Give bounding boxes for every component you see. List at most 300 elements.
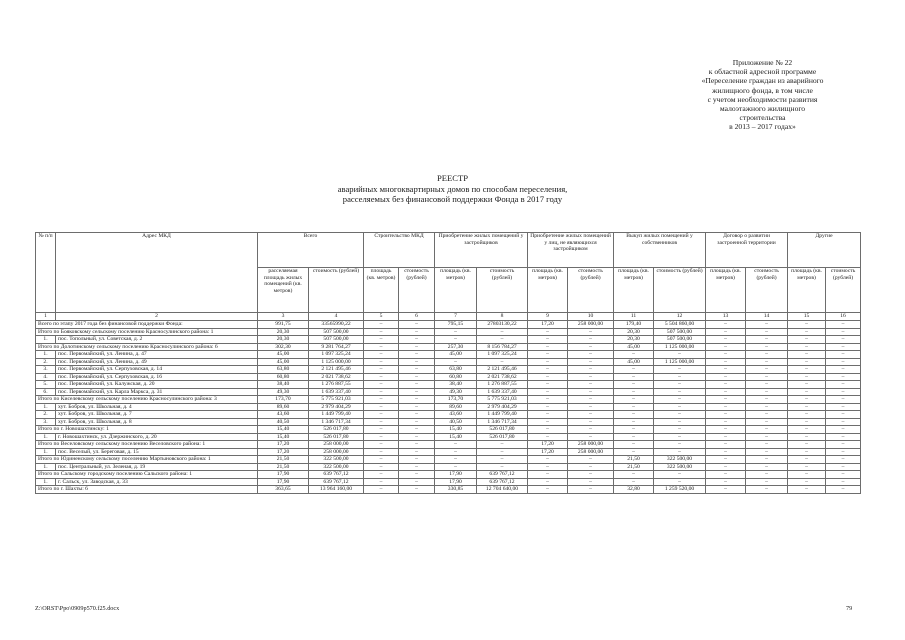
value-cell: –	[399, 486, 435, 494]
address-cell: пос. Первомайский, ул. Серпуховская, д. 16	[56, 373, 258, 381]
value-cell: –	[706, 388, 746, 396]
value-cell: –	[528, 426, 568, 434]
value-cell: –	[746, 426, 788, 434]
value-cell: –	[528, 433, 568, 441]
value-cell: –	[706, 426, 746, 434]
value-cell: 20,30	[258, 328, 309, 336]
value-cell: 1 276 887,55	[477, 381, 528, 389]
value-cell: –	[746, 388, 788, 396]
value-cell: –	[746, 351, 788, 359]
value-cell: 15,40	[258, 433, 309, 441]
value-cell: 49,30	[258, 388, 309, 396]
address-cell: хут. Бобров, ул. Школьная, д. 8	[56, 418, 258, 426]
appendix-line: к областной адресной программе	[708, 67, 817, 77]
value-cell: 45,00	[258, 351, 309, 359]
value-cell: –	[746, 418, 788, 426]
value-cell: 21,50	[258, 463, 309, 471]
registry-title	[200, 173, 705, 205]
value-cell: –	[477, 358, 528, 366]
address-row	[36, 411, 861, 419]
address-row	[36, 366, 861, 374]
value-cell: –	[788, 351, 826, 359]
subtotal-label: Итого по г. Шахты: 6	[36, 486, 258, 494]
value-cell: –	[826, 486, 861, 494]
row-number: 4.	[36, 373, 56, 381]
value-cell: –	[826, 343, 861, 351]
subtotal-label: Итого по Веселовскому сельскому поселению Веселовского района: 1	[36, 441, 258, 449]
col-header-construction: Строительство МКД	[364, 233, 435, 268]
value-cell: –	[568, 343, 614, 351]
value-cell: –	[568, 411, 614, 419]
value-cell: 526 017,80	[477, 426, 528, 434]
value-cell: –	[614, 448, 654, 456]
value-cell: –	[826, 358, 861, 366]
value-cell: –	[364, 396, 399, 404]
value-cell: 17,20	[528, 441, 568, 449]
row-number: 3.	[36, 418, 56, 426]
value-cell: –	[399, 396, 435, 404]
value-cell: 20,30	[614, 336, 654, 344]
value-cell: –	[826, 463, 861, 471]
value-cell: –	[788, 381, 826, 389]
value-cell: 5 775 921,03	[477, 396, 528, 404]
value-cell: 17,20	[258, 441, 309, 449]
value-cell: 1 097 325,24	[477, 351, 528, 359]
value-cell: –	[435, 456, 477, 464]
value-cell: –	[364, 411, 399, 419]
value-cell: 258 000,00	[309, 441, 364, 449]
value-cell: –	[654, 403, 706, 411]
column-number: 12	[654, 313, 706, 321]
row-number: 1.	[36, 336, 56, 344]
value-cell: –	[788, 486, 826, 494]
value-cell: –	[399, 373, 435, 381]
value-cell: 15,40	[435, 433, 477, 441]
col-subheader: стоимость (рублей)	[746, 268, 788, 313]
value-cell: –	[826, 366, 861, 374]
value-cell: 2 121 495,46	[309, 366, 364, 374]
value-cell: –	[528, 486, 568, 494]
value-cell: –	[614, 418, 654, 426]
value-cell: –	[614, 471, 654, 479]
value-cell: –	[399, 463, 435, 471]
column-number: 2	[56, 313, 258, 321]
value-cell: 507 500,00	[654, 336, 706, 344]
value-cell: 12 704 640,00	[477, 486, 528, 494]
value-cell: 63,80	[435, 366, 477, 374]
value-cell: 639 767,12	[309, 478, 364, 486]
address-cell: пос. Первомайский, ул. Ленина, д. 47	[56, 351, 258, 359]
value-cell: –	[435, 328, 477, 336]
column-number: 13	[706, 313, 746, 321]
value-cell: –	[435, 336, 477, 344]
value-cell: –	[568, 471, 614, 479]
value-cell: –	[788, 321, 826, 329]
value-cell: –	[364, 351, 399, 359]
col-subheader: стоимость (рублей)	[826, 268, 861, 313]
value-cell: –	[788, 478, 826, 486]
value-cell: –	[706, 471, 746, 479]
value-cell: –	[706, 373, 746, 381]
address-row	[36, 373, 861, 381]
value-cell: –	[568, 381, 614, 389]
value-cell: –	[746, 471, 788, 479]
value-cell: –	[614, 351, 654, 359]
value-cell: –	[706, 456, 746, 464]
value-cell: 15,40	[258, 426, 309, 434]
value-cell: –	[706, 441, 746, 449]
value-cell: –	[788, 366, 826, 374]
registry-table	[35, 232, 861, 494]
value-cell: –	[746, 336, 788, 344]
value-cell: 1 097 325,24	[309, 351, 364, 359]
value-cell: 1 125 000,00	[654, 343, 706, 351]
value-cell: –	[528, 463, 568, 471]
value-cell: –	[528, 456, 568, 464]
value-cell: –	[826, 441, 861, 449]
value-cell: –	[568, 373, 614, 381]
address-row	[36, 381, 861, 389]
address-cell: пос. Центральный, ул. Зеленая, д. 19	[56, 463, 258, 471]
value-cell: 1 449 799,40	[477, 411, 528, 419]
value-cell: 526 017,80	[477, 433, 528, 441]
value-cell: –	[568, 351, 614, 359]
value-cell: –	[364, 388, 399, 396]
value-cell: –	[706, 478, 746, 486]
value-cell: –	[654, 388, 706, 396]
value-cell: 322 500,00	[654, 463, 706, 471]
value-cell: –	[654, 478, 706, 486]
value-cell: –	[706, 463, 746, 471]
value-cell: –	[654, 366, 706, 374]
value-cell: –	[364, 321, 399, 329]
value-cell: 45,00	[614, 343, 654, 351]
value-cell: 49,30	[435, 388, 477, 396]
value-cell: –	[568, 403, 614, 411]
value-cell: –	[528, 366, 568, 374]
value-cell: –	[614, 441, 654, 449]
value-cell: –	[614, 433, 654, 441]
value-cell: 1 346 717,34	[477, 418, 528, 426]
value-cell: –	[528, 403, 568, 411]
value-cell: 1 639 337,40	[309, 388, 364, 396]
value-cell: –	[654, 396, 706, 404]
value-cell: –	[399, 351, 435, 359]
value-cell: –	[614, 478, 654, 486]
value-cell: 1 449 799,40	[309, 411, 364, 419]
address-cell: г. Сальск, ул. Заводская, д. 33	[56, 478, 258, 486]
value-cell: –	[788, 388, 826, 396]
value-cell: 60,80	[435, 373, 477, 381]
value-cell: 2 979 404,29	[477, 403, 528, 411]
value-cell: –	[568, 396, 614, 404]
value-cell: –	[364, 456, 399, 464]
column-number: 4	[309, 313, 364, 321]
column-number: 7	[435, 313, 477, 321]
value-cell: 5 775 921,03	[309, 396, 364, 404]
address-cell: пос. Первомайский, ул. Карла Маркса, д. 31	[56, 388, 258, 396]
value-cell: –	[826, 433, 861, 441]
value-cell: –	[654, 441, 706, 449]
subtotal-label: Итого по Сальскому городскому поселению Сальского района: 1	[36, 471, 258, 479]
address-row	[36, 418, 861, 426]
value-cell: –	[746, 358, 788, 366]
value-cell: –	[788, 396, 826, 404]
value-cell: –	[568, 433, 614, 441]
value-cell: 17,20	[528, 321, 568, 329]
value-cell: 8 156 784,27	[477, 343, 528, 351]
appendix-line: с учетом необходимости развития	[707, 94, 818, 104]
value-cell: –	[528, 351, 568, 359]
subtotal-row	[36, 456, 861, 464]
value-cell: –	[654, 448, 706, 456]
col-header-development-contract: Договор о развитии застроенной территории	[706, 233, 788, 268]
value-cell: –	[399, 381, 435, 389]
value-cell: –	[788, 471, 826, 479]
row-number: 1.	[36, 351, 56, 359]
appendix-line: Приложение № 22	[732, 58, 793, 67]
value-cell: –	[568, 486, 614, 494]
subtotal-row	[36, 328, 861, 336]
value-cell: –	[706, 328, 746, 336]
col-header-other: Другие	[788, 233, 861, 268]
col-subheader: стоимость (рублей)	[309, 268, 364, 313]
value-cell: –	[364, 463, 399, 471]
subtotal-label: Итого по Киселевскому сельскому поселению Красносулинского района: 3	[36, 396, 258, 404]
value-cell: 330,85	[435, 486, 477, 494]
value-cell: –	[706, 418, 746, 426]
address-cell: пос. Первомайский, ул. Калужская, д. 20	[56, 381, 258, 389]
value-cell: –	[399, 358, 435, 366]
value-cell: 322 500,00	[654, 456, 706, 464]
appendix-line: в 2013 – 2017 годах»	[729, 122, 796, 132]
address-row	[36, 336, 861, 344]
row-number: 6.	[36, 388, 56, 396]
subtotal-row	[36, 396, 861, 404]
value-cell: –	[435, 358, 477, 366]
col-subheader: площадь (кв. метров)	[528, 268, 568, 313]
value-cell: –	[788, 343, 826, 351]
value-cell: –	[477, 336, 528, 344]
value-cell: –	[826, 426, 861, 434]
value-cell: –	[614, 403, 654, 411]
grand-total-row	[36, 321, 861, 329]
value-cell: –	[746, 403, 788, 411]
value-cell: 27803130,22	[477, 321, 528, 329]
value-cell: –	[614, 426, 654, 434]
value-cell: –	[399, 411, 435, 419]
address-cell: пос. Первомайский, ул. Ленина, д. 49	[56, 358, 258, 366]
value-cell: 21,50	[258, 456, 309, 464]
value-cell: 991,75	[258, 321, 309, 329]
value-cell: –	[654, 433, 706, 441]
value-cell: 5 504 860,00	[654, 321, 706, 329]
value-cell: –	[826, 321, 861, 329]
value-cell: –	[364, 373, 399, 381]
value-cell: 1 276 887,55	[309, 381, 364, 389]
value-cell: 45,00	[258, 358, 309, 366]
value-cell: –	[746, 441, 788, 449]
value-cell: –	[788, 456, 826, 464]
value-cell: –	[654, 471, 706, 479]
value-cell: 43,60	[258, 411, 309, 419]
subtotal-label: Итого по Бояковскому сельскому поселению Красносулинского района: 1	[36, 328, 258, 336]
subtotal-row	[36, 471, 861, 479]
address-row	[36, 388, 861, 396]
title-heading: РЕЕСТР	[436, 173, 469, 183]
value-cell: –	[399, 336, 435, 344]
value-cell: –	[528, 471, 568, 479]
value-cell: –	[706, 433, 746, 441]
value-cell: 507 500,00	[309, 336, 364, 344]
value-cell: –	[399, 478, 435, 486]
value-cell: 179,40	[614, 321, 654, 329]
value-cell: –	[746, 433, 788, 441]
subtotal-row	[36, 343, 861, 351]
col-header-number: № п/п	[36, 233, 56, 313]
value-cell: 639 767,12	[477, 478, 528, 486]
col-header-total: Всего	[258, 233, 364, 268]
value-cell: –	[435, 448, 477, 456]
value-cell: –	[528, 373, 568, 381]
value-cell: –	[746, 343, 788, 351]
value-cell: –	[746, 366, 788, 374]
grand-total-label: Всего по этапу 2017 года без финансовой поддержки Фонда:	[36, 321, 258, 329]
value-cell: 20,30	[614, 328, 654, 336]
appendix-line: строительства	[739, 113, 786, 123]
address-row	[36, 463, 861, 471]
address-cell: пос. Веселый, ул. Береговая, д. 15	[56, 448, 258, 456]
value-cell: –	[706, 381, 746, 389]
value-cell: 507 500,00	[309, 328, 364, 336]
value-cell: –	[706, 411, 746, 419]
address-row	[36, 433, 861, 441]
value-cell: –	[826, 396, 861, 404]
address-row	[36, 478, 861, 486]
row-number: 2.	[36, 358, 56, 366]
value-cell: –	[826, 351, 861, 359]
value-cell: –	[528, 358, 568, 366]
title-line: расселяемых без финансовой поддержки Фонда в 2017 году	[342, 194, 563, 205]
value-cell: –	[788, 433, 826, 441]
value-cell: –	[614, 396, 654, 404]
appendix-line: малоэтажного жилищного	[719, 104, 806, 114]
value-cell: –	[788, 418, 826, 426]
value-cell: –	[826, 328, 861, 336]
value-cell: –	[399, 388, 435, 396]
value-cell: –	[746, 486, 788, 494]
col-subheader: площадь (кв. метров)	[788, 268, 826, 313]
value-cell: 89,60	[258, 403, 309, 411]
col-header-address: Адрес МКД	[56, 233, 258, 313]
row-number: 1.	[36, 403, 56, 411]
value-cell: –	[568, 388, 614, 396]
value-cell: –	[364, 448, 399, 456]
value-cell: –	[654, 381, 706, 389]
col-header-non-developers: Приобретение жилых помещений у лиц, не являющихся застройщиком	[528, 233, 614, 268]
value-cell: –	[788, 426, 826, 434]
column-number: 6	[399, 313, 435, 321]
col-subheader: площадь (кв. метров)	[706, 268, 746, 313]
value-cell: –	[788, 403, 826, 411]
value-cell: 17,20	[258, 448, 309, 456]
value-cell: –	[568, 358, 614, 366]
value-cell: –	[568, 366, 614, 374]
value-cell: –	[788, 448, 826, 456]
value-cell: –	[706, 321, 746, 329]
value-cell: 257,30	[435, 343, 477, 351]
value-cell: –	[568, 328, 614, 336]
value-cell: –	[528, 343, 568, 351]
value-cell: –	[654, 426, 706, 434]
subtotal-label: Итого по Долотинскому сельскому поселению Красносулинского района: 6	[36, 343, 258, 351]
value-cell: –	[788, 358, 826, 366]
column-number: 10	[568, 313, 614, 321]
value-cell: 795,15	[435, 321, 477, 329]
column-number: 3	[258, 313, 309, 321]
value-cell: –	[826, 478, 861, 486]
value-cell: 21,50	[614, 456, 654, 464]
value-cell: –	[614, 373, 654, 381]
value-cell: –	[399, 426, 435, 434]
row-number: 1.	[36, 463, 56, 471]
address-cell: пос. Первомайский, ул. Серпуховская, д. 14	[56, 366, 258, 374]
value-cell: –	[477, 448, 528, 456]
subtotal-label: Итого по Юдиненскому сельскому поселению Мартыновского района: 1	[36, 456, 258, 464]
value-cell: –	[568, 418, 614, 426]
value-cell: 17,90	[435, 471, 477, 479]
value-cell: –	[788, 441, 826, 449]
value-cell: 173,70	[258, 396, 309, 404]
column-number: 14	[746, 313, 788, 321]
value-cell: –	[399, 328, 435, 336]
value-cell: –	[826, 448, 861, 456]
subtotal-row	[36, 426, 861, 434]
value-cell: 38,40	[435, 381, 477, 389]
value-cell: –	[706, 336, 746, 344]
value-cell: 258 000,00	[568, 321, 614, 329]
subtotal-row	[36, 486, 861, 494]
row-number: 3.	[36, 366, 56, 374]
value-cell: 45,00	[614, 358, 654, 366]
row-number: 5.	[36, 381, 56, 389]
value-cell: –	[528, 411, 568, 419]
value-cell: –	[746, 448, 788, 456]
value-cell: 17,90	[258, 471, 309, 479]
appendix-block	[655, 58, 870, 132]
value-cell: 1 125 000,00	[309, 358, 364, 366]
value-cell: –	[706, 396, 746, 404]
appendix-line: «Переселение граждан из аварийного	[701, 76, 824, 86]
column-number: 5	[364, 313, 399, 321]
value-cell: –	[399, 321, 435, 329]
value-cell: –	[364, 433, 399, 441]
value-cell: –	[568, 478, 614, 486]
value-cell: 15,40	[435, 426, 477, 434]
value-cell: –	[654, 373, 706, 381]
row-number: 1.	[36, 478, 56, 486]
value-cell: –	[826, 388, 861, 396]
value-cell: 258 000,00	[568, 441, 614, 449]
value-cell: –	[528, 388, 568, 396]
row-number: 1.	[36, 433, 56, 441]
address-row	[36, 403, 861, 411]
address-cell: хут. Бобров, ул. Школьная, д. 7	[56, 411, 258, 419]
value-cell: 2 121 495,46	[477, 366, 528, 374]
value-cell: –	[746, 478, 788, 486]
value-cell: 639 767,12	[309, 471, 364, 479]
column-number: 15	[788, 313, 826, 321]
